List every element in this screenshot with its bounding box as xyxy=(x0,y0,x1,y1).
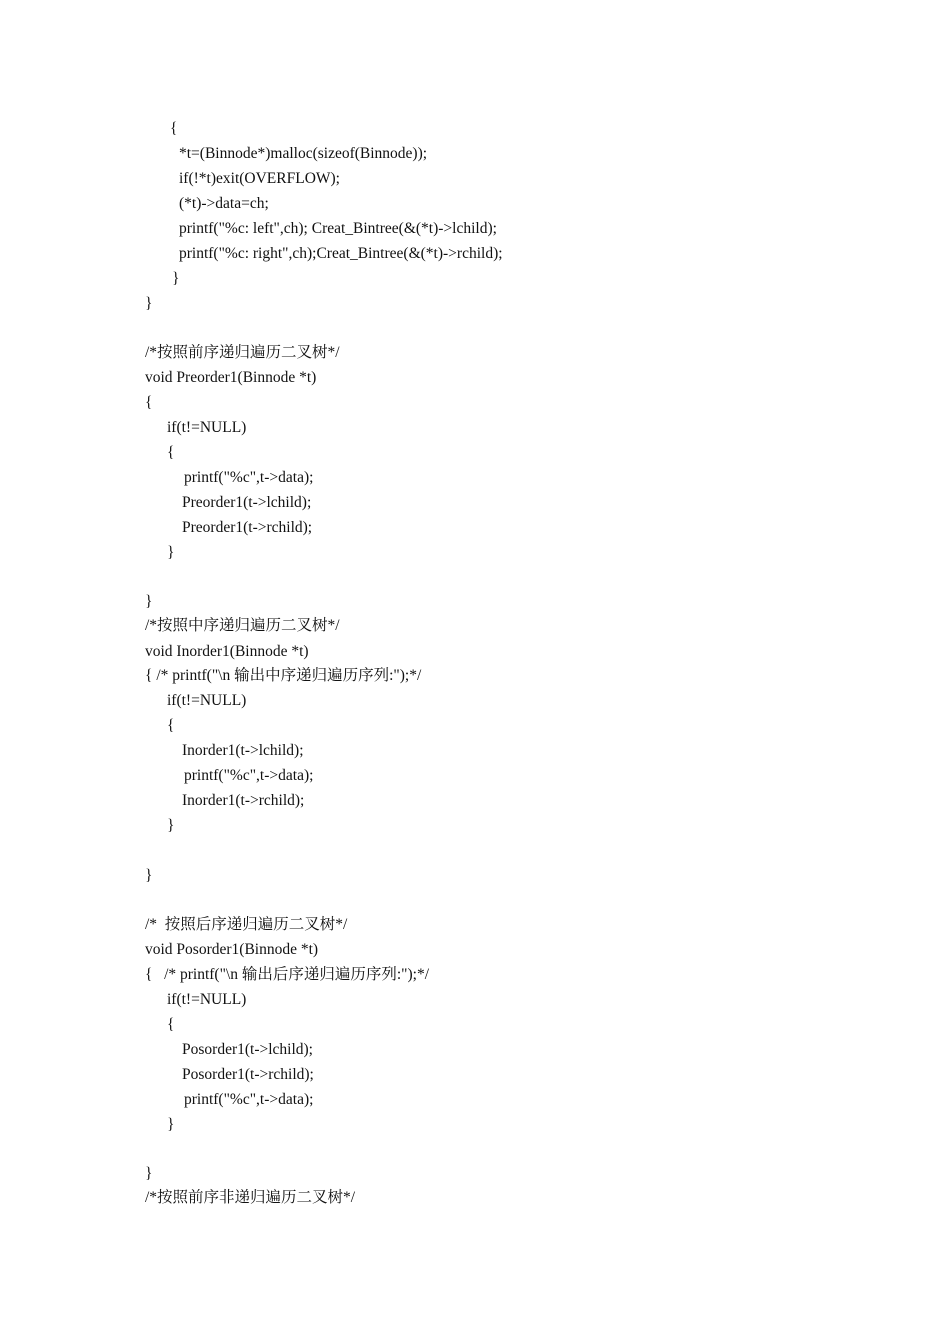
comment-inorder-recursive: /*按照中序递归遍历二叉树*/ xyxy=(145,617,340,634)
function-signature-preorder1: void Preorder1(Binnode *t) xyxy=(145,369,317,386)
code-line: Inorder1(t->rchild); xyxy=(182,792,305,809)
code-line: printf("%c",t->data); xyxy=(184,767,314,784)
function-signature-posorder1: void Posorder1(Binnode *t) xyxy=(145,941,319,958)
code-line: if(t!=NULL) xyxy=(167,419,247,436)
code-line: if(t!=NULL) xyxy=(167,991,247,1008)
code-line: Preorder1(t->lchild); xyxy=(182,494,312,511)
code-line: } xyxy=(167,1116,175,1133)
code-line: *t=(Binnode*)malloc(sizeof(Binnode)); xyxy=(179,145,428,162)
code-line: Posorder1(t->rchild); xyxy=(182,1066,314,1083)
comment-preorder-nonrecursive: /*按照前序非递归遍历二叉树*/ xyxy=(145,1189,356,1206)
code-line: } xyxy=(167,544,175,561)
code-line: { xyxy=(167,444,175,461)
code-line: printf("%c: left",ch); Creat_Bintree(&(*t)->lchild); xyxy=(179,220,497,237)
code-line: { xyxy=(167,717,175,734)
code-line: } xyxy=(145,295,153,312)
code-line: { /* printf("\n 输出后序递归遍历序列:");*/ xyxy=(145,966,430,983)
code-line: Preorder1(t->rchild); xyxy=(182,519,313,536)
code-line: { /* printf("\n 输出中序递归遍历序列:");*/ xyxy=(145,667,422,684)
comment-preorder-recursive: /*按照前序递归遍历二叉树*/ xyxy=(145,344,340,361)
code-line: if(t!=NULL) xyxy=(167,692,247,709)
code-line: if(!*t)exit(OVERFLOW); xyxy=(179,170,340,187)
code-line: Inorder1(t->lchild); xyxy=(182,742,304,759)
code-line: } xyxy=(167,817,175,834)
code-line: printf("%c",t->data); xyxy=(184,469,314,486)
code-line: { xyxy=(145,394,153,411)
code-line: { xyxy=(167,1016,175,1033)
code-line: } xyxy=(145,593,153,610)
code-line: } xyxy=(145,867,153,884)
code-line: } xyxy=(172,270,180,287)
function-signature-inorder1: void Inorder1(Binnode *t) xyxy=(145,643,309,660)
code-line: } xyxy=(145,1165,153,1182)
code-line: printf("%c",t->data); xyxy=(184,1091,314,1108)
code-line: printf("%c: right",ch);Creat_Bintree(&(*t)->rchild); xyxy=(179,245,503,262)
code-line: Posorder1(t->lchild); xyxy=(182,1041,313,1058)
code-line: { xyxy=(170,120,178,137)
code-line: (*t)->data=ch; xyxy=(179,195,269,212)
comment-postorder-recursive: /* 按照后序递归遍历二叉树*/ xyxy=(145,916,348,933)
